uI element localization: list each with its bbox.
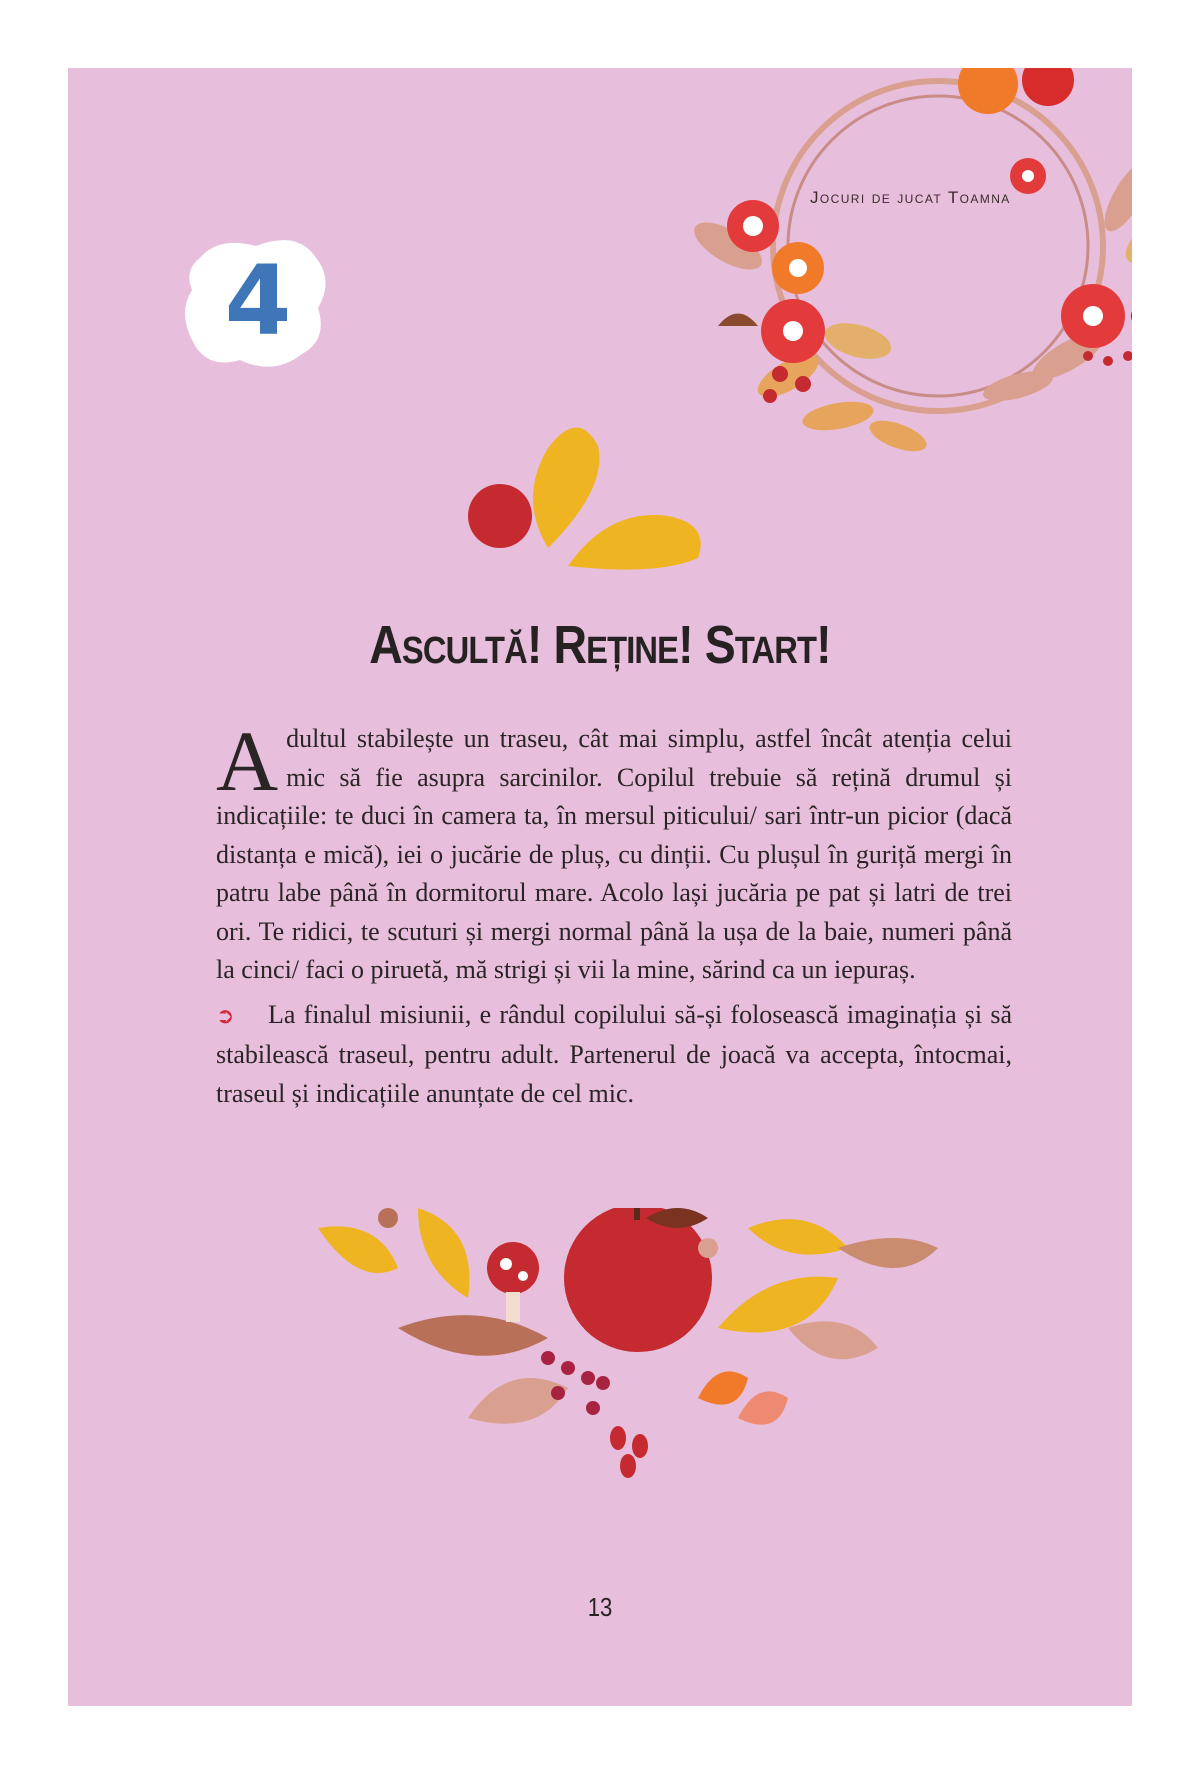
chapter-number: 4 (224, 245, 292, 357)
article-title: Ascultă! Reține! Start! (369, 615, 831, 675)
arrow-right-circle-icon: ➲ (216, 1003, 235, 1029)
article-body (216, 713, 1012, 1119)
decorative-leaves (448, 408, 728, 578)
running-header: Jocuri de jucat Toamna (810, 188, 1011, 207)
autumn-apple-illustration (248, 1208, 968, 1508)
chapter-number-badge (178, 228, 338, 378)
autumn-wreath-illustration (688, 68, 1132, 476)
book-page (68, 68, 1132, 1706)
page-number: 13 (587, 1592, 613, 1622)
paragraph-1-text: dultul stabilește un traseu, cât mai simplu, astfel încât atenția celui mic să fie asupra sarcinilor. Copilul trebuie să rețină drumul și indicațiile: te duci în camera ta, în mersul piticului/ sari într-un picior (dacă distanța e mică), iei o jucărie de pluș, cu dinții. Cu plușul în guriță mergi în patru labe până în dormitorul mare. Acolo lași jucăria pe pat și latri de trei ori. Te ridici, te scuturi și mergi normal până la ușa de la baie, numeri până la cinci/ faci o piruetă, mă strigi și vii la mine, sărind ca un iepuraș. (216, 724, 1012, 984)
paragraph-2 (216, 996, 1012, 1114)
drop-cap: A (216, 713, 279, 809)
paragraph-2-text: La finalul misiunii, e rândul copilului să-și folosească imaginația și să stabilească traseul, pentru adult. Partenerul de joacă va accepta, întocmai, traseul și indicațiile anunțate de cel mic. (216, 999, 1012, 1108)
paragraph-1 (216, 713, 1012, 990)
